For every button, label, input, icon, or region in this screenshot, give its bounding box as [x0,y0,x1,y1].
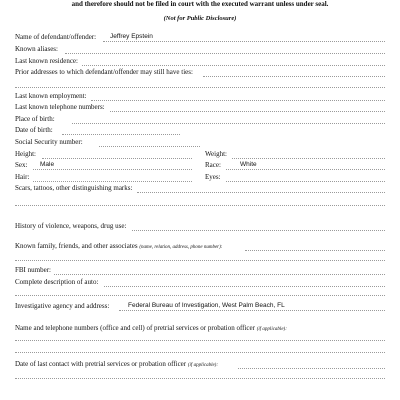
scars-label: Scars, tattoos, other distinguishing marks: [15,184,133,192]
scars-line-2[interactable] [15,205,385,206]
sealing-notice: and therefore should not be filed in court with the executed warrant unless under seal. [71,0,329,8]
pretrial-officer-line-1[interactable] [15,340,385,341]
agency-label: Investigative agency and address: [15,302,110,310]
associates-line-1[interactable] [245,250,385,251]
auto-label: Complete description of auto: [15,278,99,286]
residence-label: Last known residence: [15,57,78,65]
eyes-label: Eyes: [205,173,221,181]
last-contact-label-note: (if applicable): [187,363,219,368]
associates-line-2[interactable] [15,260,385,261]
auto-line-1[interactable] [104,286,385,287]
eyes-line[interactable] [226,181,385,182]
prior-addresses-line-2[interactable] [15,87,385,88]
form-subtitle: (Not for Public Disclosure) [163,15,237,22]
violence-label: History of violence, weapons, drug use: [15,222,127,230]
pretrial-officer-label-note: (if applicable): [256,327,287,332]
sex-value[interactable]: Male [40,161,55,168]
associates-label-note: (name, relation, address, phone number): [139,245,223,250]
last-contact-label-text: Date of last contact with pretrial services or probation officer [15,360,187,368]
pretrial-officer-label [15,324,287,334]
defendant-name-line [103,41,385,42]
sex-label: Sex: [15,161,28,169]
employment-label: Last known employment: [15,92,87,100]
fbi-number-label: FBI number: [15,266,51,274]
aliases-line[interactable] [65,53,385,54]
birth-date-line[interactable] [62,134,180,135]
telephone-line[interactable] [110,111,385,112]
prior-addresses-line-1[interactable] [203,76,385,77]
birth-place-line[interactable] [72,123,385,124]
race-value[interactable]: White [240,161,257,168]
last-contact-line-2[interactable] [15,378,385,379]
ssn-line[interactable] [99,146,200,147]
auto-line-2[interactable] [15,295,385,296]
defendant-name-label: Name of defendant/offender: [15,33,97,41]
fbi-number-line[interactable] [54,274,385,275]
pretrial-officer-line-2[interactable] [15,352,385,353]
defendant-name-value[interactable]: Jeffrey Epstein [110,33,153,40]
pretrial-officer-label-text: Name and telephone numbers (office and cell) of pretrial services or probation officer [15,324,255,332]
violence-line[interactable] [132,230,385,231]
height-line[interactable] [42,158,192,159]
aliases-label: Known aliases: [15,45,58,53]
scars-line-1[interactable] [137,192,385,193]
hair-line[interactable] [33,181,192,182]
race-line [226,169,385,170]
weight-label: Weight: [205,150,227,158]
birth-date-label: Date of birth: [15,126,53,134]
hair-label: Hair: [15,173,30,181]
associates-label-text: Known family, friends, and other associates [15,242,138,250]
last-contact-line-1[interactable] [238,368,385,369]
last-contact-label [15,360,218,370]
prior-addresses-label: Prior addresses to which defendant/offender may still have ties: [15,68,193,76]
associates-label [15,242,222,252]
race-label: Race: [205,161,221,169]
birth-place-label: Place of birth: [15,115,55,123]
agency-line [119,310,385,311]
sex-line [33,169,192,170]
weight-line[interactable] [232,158,385,159]
employment-line[interactable] [91,100,385,101]
telephone-label: Last known telephone numbers: [15,103,105,111]
ssn-label: Social Security number: [15,138,83,146]
agency-value[interactable]: Federal Bureau of Investigation, West Palm Beach, FL [128,302,285,309]
residence-line[interactable] [82,65,385,66]
height-label: Height: [15,150,36,158]
